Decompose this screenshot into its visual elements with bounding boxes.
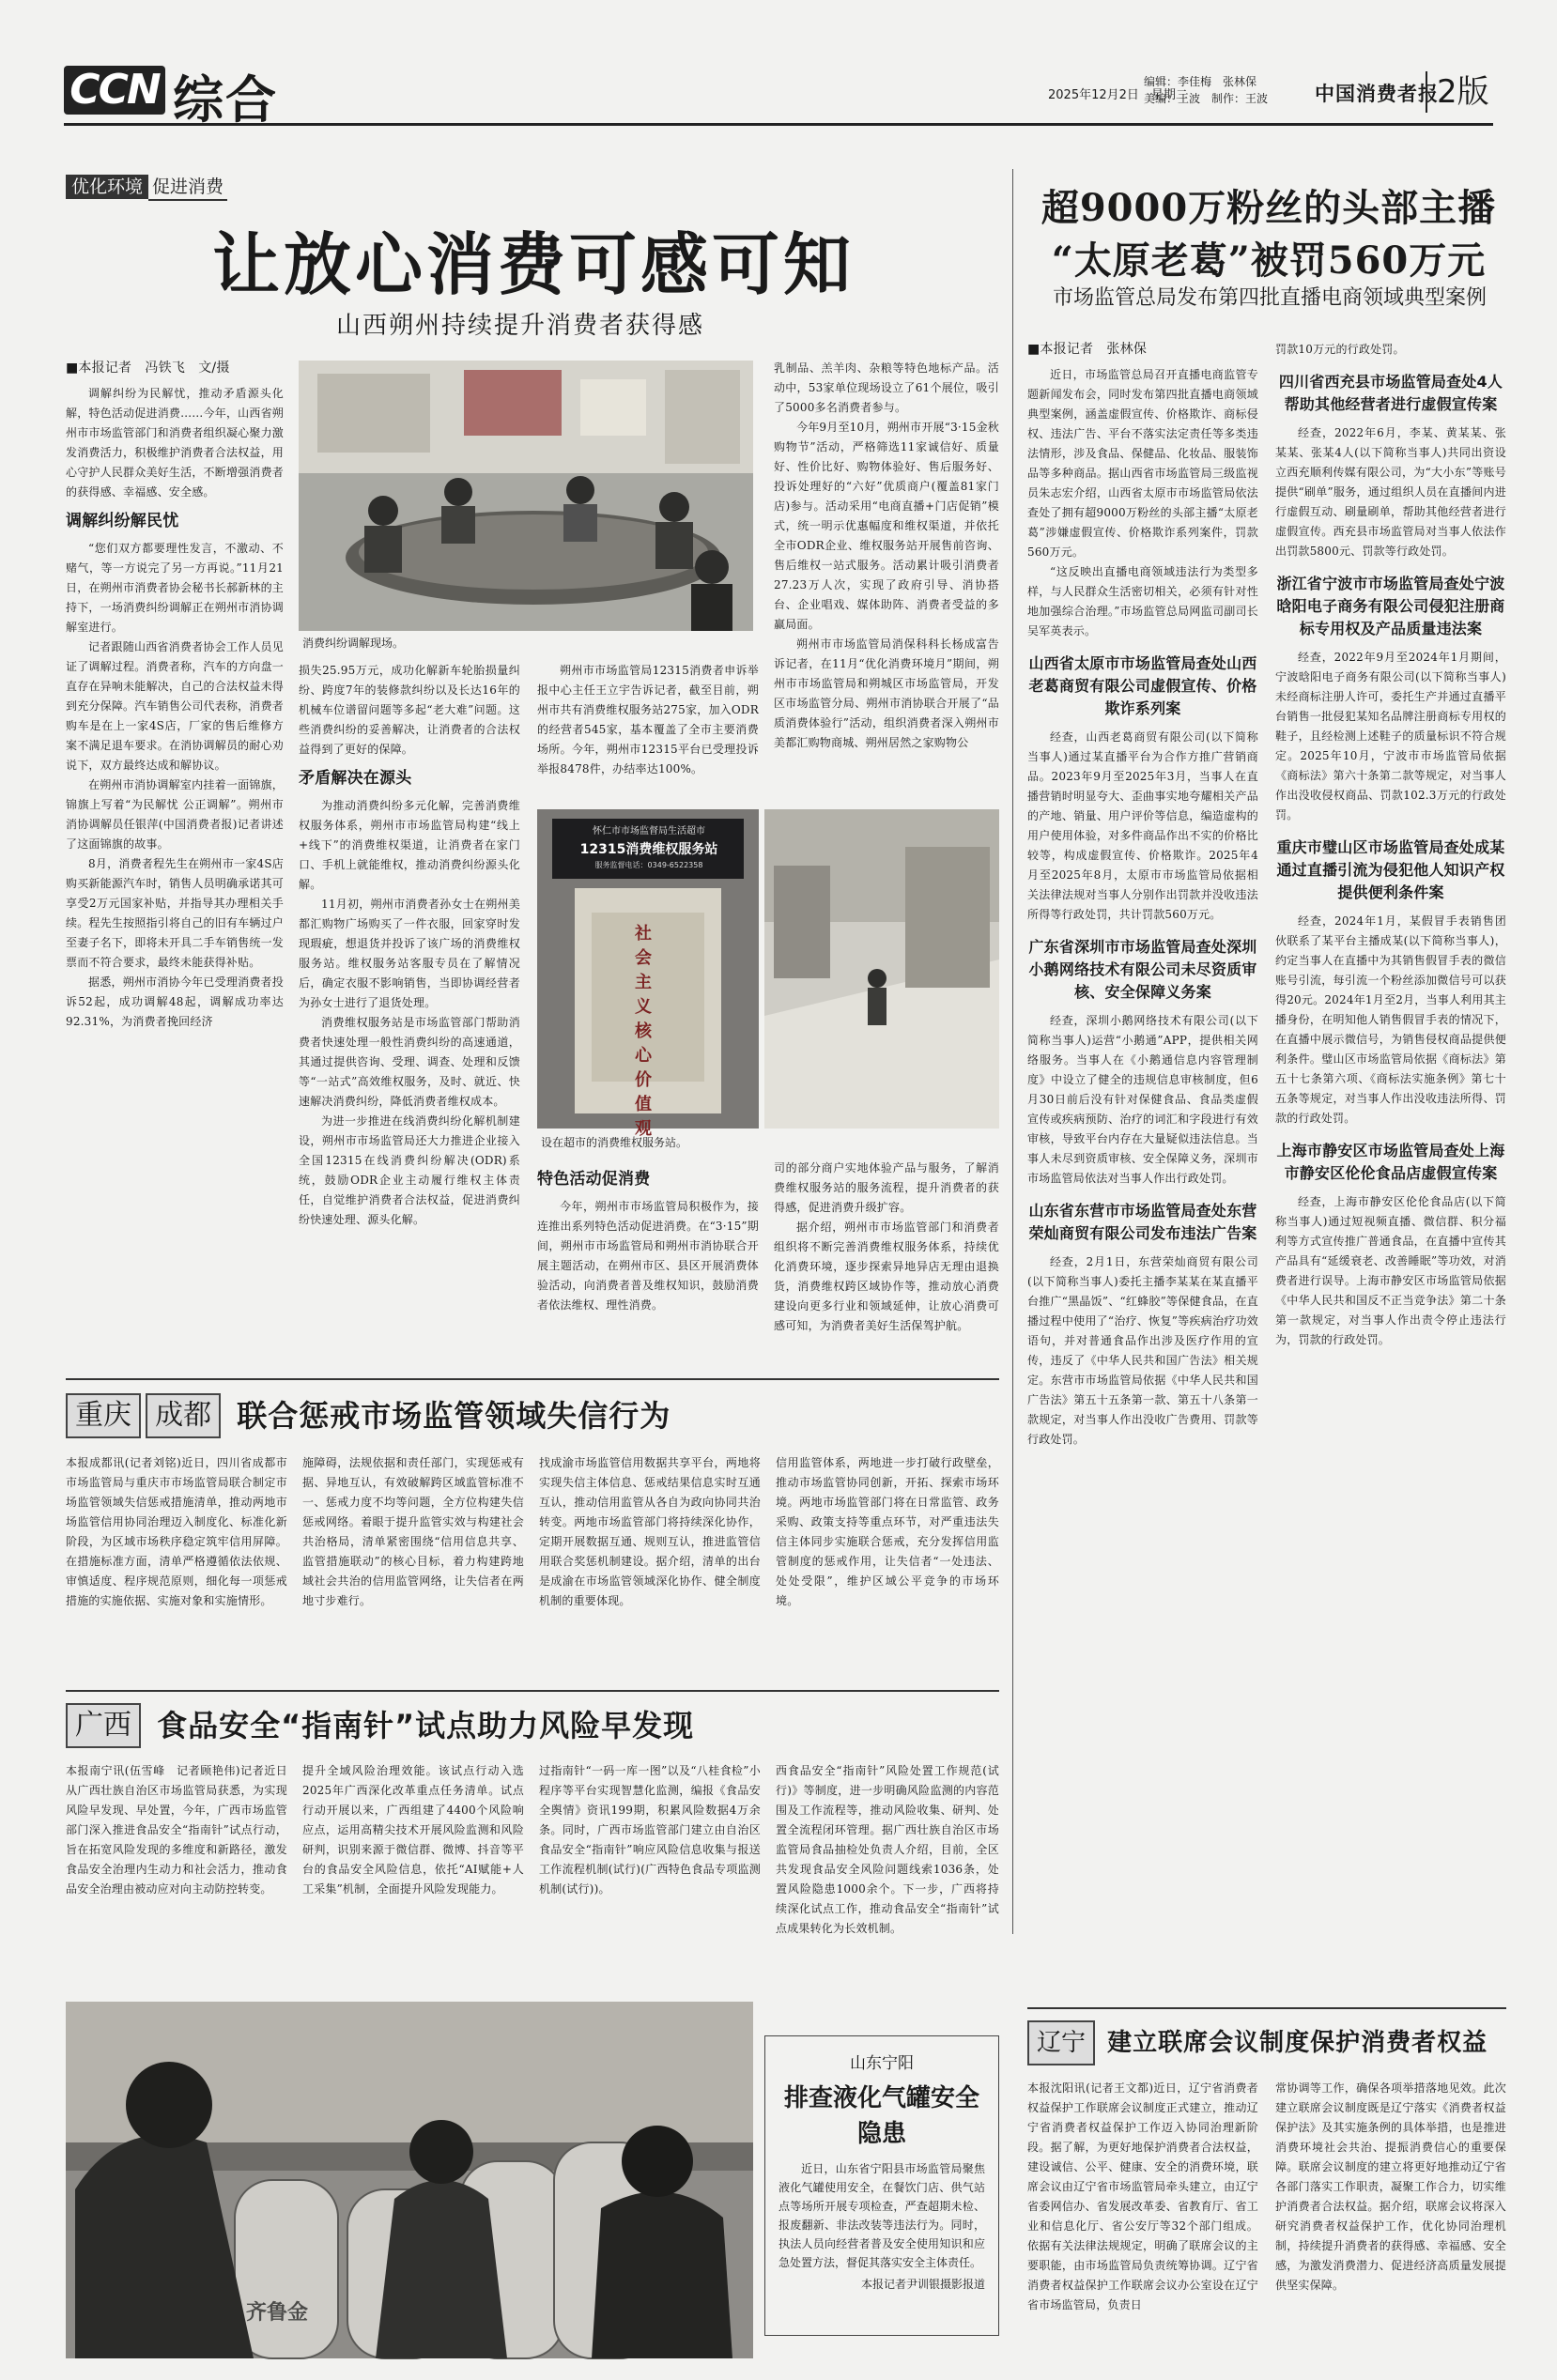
issue-date: 2025年12月2日 星期二 bbox=[1048, 88, 1188, 102]
case-text: 经查，2022年6月，李某、黄某某、张某某、张某4人(以下简称当事人)共同出资设立西充顺利传媒有限公司，为“大小东”等账号提供“刷单”服务，通过组织人员在直播间内进行虚假互动、刷量刷单，帮助其他经营者进行虚假宣传。西充县市场监管局对当事人依法作出罚款5800元、罚款等行政处罚。 bbox=[1275, 426, 1506, 558]
feature-paragraph: 记者跟随山西省消费者协会工作人员见证了调解过程。消费者称，汽车的方向盘一直存在异响未能解决，自己的合法权益未得到充分保障。汽车销售公司代表称，消费者购车是在上一家4S店，厂家的售后维修方案不满足退车要求。在消协调解员的耐心劝说下，双方最终达成和解协议。 bbox=[66, 640, 284, 772]
feature-column-3-bottom bbox=[537, 1160, 759, 1315]
right-story-lead: 近日，市场监管总局召开直播电商监管专题新闻发布会，同时发布第四批直播电商领域典型案例，涵盖虚假宣传、价格欺诈、商标侵权、违法广告、平台不落实法定责任等多类违法情形，涉及食品、保健品、化妆品、服装饰品等多种商品。据山西省市场监管局三级监视员朱志宏介绍，山西省太原市市场监管局依法查处了拥有超9000万粉丝的头部主播“太原老葛”涉嫌虚假宣传、价格欺诈系列案件，罚款560万元。 bbox=[1027, 368, 1258, 559]
paper-name: 中国消费者报 bbox=[1315, 82, 1439, 105]
region-tag-chongqing: 重庆 bbox=[66, 1393, 141, 1438]
feature-subheadline: 山西朔州持续提升消费者获得感 bbox=[336, 312, 705, 340]
chongqing-column-1: 本报成都讯(记者刘铭)近日，四川省成都市市场监管局与重庆市市场监管局联合制定市场监管领域失信惩戒措施清单，推动两地市场监管信用协同治理迈入制度化、标准化新阶段，为区域市场秩序稳定筑牢信用屏障。在措施标准方面，清单严格遵循依法依规、审慎适度、程序规范原则，细化每一项惩戒措施的实施依据、实施对象和实施情形。 bbox=[66, 1456, 287, 1607]
feature-paragraph: 11月初，朔州市消费者孙女士在朔州美都汇购物广场购买了一件衣服，回家穿时发现瑕疵，想退货并投诉了该广场的消费维权服务站。维权服务站客服专员在了解情况后，确定衣服不影响销售，当即协调经营者为孙女士进行了退货处理。 bbox=[299, 898, 520, 1009]
feature-paragraph: 消费维权服务站是市场监管部门帮助消费者快速处理一般性消费纠纷的高速通道，其通过提供咨询、受理、调查、处理和反馈等“一站式”高效维权服务，及时、就近、快速解决消费纠纷，降低消费者维权成本。 bbox=[299, 1016, 520, 1108]
gas-cylinder-photo bbox=[66, 2002, 753, 2358]
guangxi-column-1: 本报南宁讯(伍雪峰 记者顾艳伟)记者近日从广西壮族自治区市场监管局获悉，为实现风险早发现、早处置，今年，广西市场监管部门深入推进食品安全“指南针”试点行动，旨在拓宽风险发现的多维度和新路径，激发食品安全治理内生动力和社会活力，推动食品安全治理由被动应对向主动防控转变。 bbox=[66, 1764, 287, 1896]
feature-column-2 bbox=[299, 661, 520, 1230]
feature-paragraph: 为进一步推进在线消费纠纷化解机制建设，朔州市市场监管局还大力推进企业接入全国12315在线消费纠纷解决(ODR)系统，鼓励ODR企业主动履行维权主体责任，自觉维护消费者合法权益，促进消费纠纷快速处理、源头化解。 bbox=[299, 1114, 520, 1226]
edition-number: 2版 bbox=[1426, 71, 1489, 113]
feature-subhead-3: 特色活动促消费 bbox=[537, 1170, 651, 1189]
case-text: 经查，深圳小鹅网络技术有限公司(以下简称当事人)运营“小鹅通”APP，提供相关网络服务。当事人在《小鹅通信息内容管理制度》中设立了健全的违规信息审核制度，但6月30日前后没有针对保健食品、食品类虚假宣传或疾病预防、治疗的词汇和字段进行有效审核，导致平台内存在大量疑似违法信息。当事人未尽到资质审核、安全保障义务，深圳市市场监管局依法对当事人作出行政处罚。 bbox=[1027, 1014, 1258, 1185]
feature-paragraph: 今年，朔州市市场监管局积极作为，接连推出系列特色活动促进消费。在“3·15”期间，朔州市市场监管局和朔州市消协联合开展主题活动，在朔州市区、县区开展消费体验活动，向消费者普及维权知识，鼓励消费者依法维权、理性消费。 bbox=[537, 1200, 759, 1312]
case-headline: 浙江省宁波市市场监管局查处宁波晗阳电子商务有限公司侵犯注册商标专用权及产品质量违法案 bbox=[1276, 575, 1505, 637]
section-rule bbox=[1027, 2007, 1506, 2009]
right-story-column-2 bbox=[1275, 340, 1506, 1350]
case-headline: 上海市静安区市场监管局查处上海市静安区伦伦食品店虚假宣传案 bbox=[1276, 1142, 1505, 1182]
sign-main-text: 12315消费维权服务站 bbox=[579, 842, 718, 857]
chongqing-column-3: 找成渝市场监管信用数据共享平台，两地将实现失信主体信息、惩戒结果信息实时互通互认，推动信用监管从各自为政向协同共治转变。两地市场监管部门将持续深化协作，定期开展数据互通、规则互认，推进监管信用联合奖惩机制建设。据介绍，清单的出台是成渝在市场监管领域深化协作、健全制度机制的重要体现。 bbox=[539, 1456, 761, 1607]
case-headline: 山东省东营市市场监管局查处东营荣灿商贸有限公司发布违法广告案 bbox=[1028, 1202, 1257, 1242]
chongqing-column-4: 信用监管体系，两地进一步打破行政壁垒，推动市场监管协同创新，开拓、探索市场环境。两地市场监管部门将在日常监管、政务采购、政策支持等重点环节，对严重违法失信主体同步实施联合惩戒，充分发挥信用监管制度的惩戒作用，让失信者“一处违法、处处受限”，维护区域公平竞争的市场环境。 bbox=[776, 1456, 999, 1607]
guangxi-column-4: 西食品安全“指南针”风险处置工作规范(试行)》等制度，进一步明确风险监测的内容范围及工作流程等，推动风险收集、研判、处置全流程闭环管理。据广西壮族自治区市场监管局食品抽检处负责人介绍，目前，全区共发现食品安全风险问题线索1036条，处置风险隐患1000余个。下一步，广西将持续深化试点工作，推动食品安全“指南针”试点成果转化为长效机制。 bbox=[776, 1764, 999, 1935]
region-tag-guangxi: 广西 bbox=[66, 1703, 141, 1748]
supermarket-photo bbox=[764, 809, 999, 1129]
feature-paragraph: 今年9月至10月，朔州市开展“3·15金秋购物节”活动，严格筛选11家诚信好、质量好、性价比好、购物体验好、售后服务好、投诉处理好的“六好”优质商户(覆盖81家门店)参与。活动采用“电商直播+门店促销”模式，统一明示优惠幅度和维权渠道，并依托全市ODR企业、维权服务站开展售前咨询、售后维权一站式服务。活动累计吸引消费者27.23万人次，实现了政府引导、消协搭台、企业唱戏、媒体助阵、消费者受益的多赢局面。 bbox=[774, 421, 999, 631]
liaoning-title: 建立联席会议制度保护消费者权益 bbox=[1107, 2029, 1488, 2057]
chongqing-title: 联合惩戒市场监管领域失信行为 bbox=[237, 1398, 671, 1434]
feature-paragraph: 8月，消费者程先生在朔州市一家4S店购买新能源汽车时，销售人员明确承诺其可享受2万元国家补贴，并指导其办理相关手续。程先生按照指引将自己的旧有车辆过户至妻子名下，即将未开具二手车销售统一发票而不符合要求，最终未能获得补贴。 bbox=[66, 857, 284, 969]
guangxi-column-3: 过指南针“一码一库一图”以及“八桂食检”小程序等平台实现智慧化监测，编报《食品安全舆情》资讯199期，积累风险数据4万余条。同时，广西市场监管部门建立由自治区食品安全“指南针”响应风险信息收集与报送工作流程机制(试行)(广西特色食品专项监测机制(试行))。 bbox=[539, 1764, 761, 1896]
case-text: 经查，2022年9月至2024年1月期间，宁波晗阳电子商务有限公司(以下简称当事人)未经商标注册人许可，委托生产并通过直播平台销售一批侵犯某知名品牌注册商标专用权的鞋子，且经检测上述鞋子的质量标识不符合规定。2025年10月，宁波市市场监管局依据《商标法》第六十条第二款等规定，对当事人作出没收侵权商品、罚款102.3万元的行政处罚。 bbox=[1275, 651, 1506, 821]
feature-lead: 调解纠纷为民解忧，推动矛盾源头化解，特色活动促进消费……今年，山西省朔州市市场监管部门和消费者组织凝心聚力激发消费活力，积极维护消费者合法权益，用心守护人民群众美好生活，不断增强消费者的获得感、幸福感、安全感。 bbox=[66, 387, 284, 499]
feature-paragraph: 司的部分商户实地体验产品与服务，了解消费维权服务站的服务流程，提升消费者的获得感，促进消费升级扩容。 bbox=[774, 1161, 999, 1214]
feature-column-1 bbox=[66, 359, 284, 1032]
chongqing-column-2: 施障碍，法规依据和责任部门，实现惩戒有据、异地互认，有效破解跨区域监管标准不一、惩戒力度不均等问题，全方位构建失信惩戒网络。着眼于提升监管实效与构建社会共治格局，清单紧密围绕“信用信息共享、监管措施联动”的核心目标，着力构建跨地域社会共治的信用监管网络，让失信者在两地寸步难行。 bbox=[302, 1456, 524, 1607]
region-tag-chengdu: 成都 bbox=[146, 1393, 221, 1438]
feature-paragraph: 据介绍，朔州市市场监管部门和消费者组织将不断完善消费维权服务体系，持续优化消费环境，逐步探索异地异店无理由退换货，消费维权跨区域协作等，推动放心消费建设向更多行业和领域延伸，让放心消费可感可知，为消费者美好生活保驾护航。 bbox=[774, 1221, 999, 1332]
right-story-column-1 bbox=[1027, 340, 1258, 1450]
liaoning-column-2: 常协调等工作，确保各项举措落地见效。此次建立联席会议制度既是辽宁落实《消费者权益保护法》及其实施条例的具体举措，也是推进消费环境社会共治、提振消费信心的重要保障。联席会议制度的建立将更好地推动辽宁省各部门落实工作职责，凝聚工作合力，切实维护消费者合法权益。据介绍，联席会议将深入研究消费者权益保护工作，优化协同治理机制，持续提升消费者的获得感、幸福感、安全感，为激发消费潜力、促进经济高质量发展提供坚实保障。 bbox=[1275, 2081, 1506, 2292]
cylinder-label: 齐鲁金 bbox=[246, 2301, 309, 2325]
gas-cylinder-photo-illustration bbox=[66, 2002, 753, 2358]
feature-column-5 bbox=[774, 1159, 999, 1336]
sign-phone-text: 服务监督电话：0349-6522358 bbox=[594, 861, 703, 869]
feature-paragraph: 损失25.95万元，成功化解新车轮胎损量纠纷、跨度7年的装修款纠纷以及长达16年的机械车位谱留问题等多起“老大难”问题。这些消费纠纷的妥善解决，让消费者的合法权益得到了更好的保障。 bbox=[299, 664, 520, 756]
supermarket-photo-illustration bbox=[764, 809, 999, 1129]
gas-title: 排查液化气罐安全隐患 bbox=[783, 2084, 979, 2148]
case-headline: 重庆市璧山区市场监管局查处成某通过直播引流为侵犯他人知识产权提供便利条件案 bbox=[1276, 838, 1505, 901]
gas-text: 近日，山东省宁阳县市场监管局聚焦液化气罐使用安全，在餐饮门店、供气站点等场所开展专项检查，严查超期未检、报废翻新、非法改装等违法行为。同时，执法人员向经营者普及安全使用知识和应急处置方法，督促其落实安全主体责任。 bbox=[778, 2162, 985, 2269]
feature-column-3 bbox=[537, 661, 759, 779]
right-headline-line-1: 超9000万粉丝的头部主播 bbox=[1041, 186, 1497, 230]
editor-credits bbox=[1144, 73, 1268, 107]
paper-logo: CCN bbox=[64, 66, 165, 115]
guangxi-headline bbox=[66, 1703, 694, 1752]
section-name: 综合 bbox=[173, 70, 278, 130]
feature-subhead-2: 矛盾解决在源头 bbox=[299, 769, 412, 788]
feature-kicker bbox=[66, 173, 227, 198]
liaoning-headline bbox=[1027, 2020, 1488, 2069]
case-headline: 四川省西充县市场监管局查处4人帮助其他经营者进行虚假宣传案 bbox=[1278, 373, 1503, 413]
right-headline-line-2: “太原老葛”被罚560万元 bbox=[1051, 238, 1487, 283]
feature-paragraph: 朔州市市场监管局消保科科长杨成富告诉记者，在11月“优化消费环境月”期间，朔州市市场监管局和朔城区市场监管局，开发区市场监管分局、朔州市消协联合开展了“品质消费体验行”活动，组织消费者深入朔州市美都汇购物商城、朔州居然之家购物公 bbox=[774, 637, 999, 749]
feature-paragraph: 为推动消费纠纷多元化解，完善消费维权服务体系，朔州市市场监管局构建“线上+线下”的消费维权渠道，让消费者在家门口、手机上就能维权，推动消费纠纷源头化解。 bbox=[299, 799, 520, 891]
guangxi-column-2: 提升全域风险治理效能。该试点行动入选2025年广西深化改革重点任务清单。试点行动开展以来，广西组建了4400个风险响应点，运用高精尖技术开展风险监测和风险研判，识别来源于微信群、微博、抖音等平台的食品安全风险信息，依托“AI赋能+人工采集”机制，全面提升风险发现能力。 bbox=[302, 1764, 524, 1896]
chongqing-headline bbox=[66, 1393, 671, 1442]
feature-paragraph: 朔州市市场监管局12315消费者申诉举报中心主任王立宇告诉记者，截至目前，朔州市共有消费维权服务站275家，加入ODR的经营者545家，基本覆盖了全市主要消费场所。今年，朔州市12315平台已受理投诉举报8478件，办结率达100%。 bbox=[537, 664, 759, 775]
section-rule bbox=[66, 1378, 999, 1380]
right-story-subheadline: 市场监管总局发布第四批直播电商领域典型案例 bbox=[1052, 286, 1487, 310]
right-story-headline bbox=[1031, 182, 1506, 287]
case-text: 经查，山西老葛商贸有限公司(以下简称当事人)通过某直播平台为合作方推广营销商品。2023年9月至2025年3月，当事人在直播营销时明显夸大、歪曲事实地夸耀相关产品的产地、销量、用户评价等信息，编造虚构的用户使用体验，对多件商品作出不实的价格比较等，构成虚假宣传、价格欺诈。2025年4月至2025年8月，太原市市场监管局依据相关法律法规对当事人分别作出罚款并没收违法所得等行政处罚，共计罚款560万元。 bbox=[1027, 730, 1258, 921]
feature-paragraph: “您们双方都要理性发言，不激动、不赌气，等一方说完了另一方再说。”11月21日，在朔州市消费者协会秘书长郝新林的主持下，一场消费纠纷调解正在朔州市消协调解室进行。 bbox=[66, 542, 284, 634]
poster-text: 社会主义核心价值观 bbox=[635, 924, 652, 1139]
column-divider bbox=[1012, 169, 1013, 1934]
feature-paragraph: 据悉，朔州市消协今年已受理消费者投诉52起，成功调解48起，调解成功率达92.31%，为消费者挽回经济 bbox=[66, 975, 284, 1028]
mediation-photo bbox=[299, 361, 753, 631]
mediation-photo-caption: 消费纠纷调解现场。 bbox=[302, 637, 405, 650]
case-text: 经查，2月1日，东营荣灿商贸有限公司(以下简称当事人)委托主播李某某在某直播平台推广“黑晶饭”、“红蜂胶”等保健食品，在直播过程中使用了“治疗、恢复”等疾病治疗功效语句，并对普通食品作出涉及医疗作用的宣传，违反了《中华人民共和国广告法》相关规定。东营市市场监管局依据《中华人民共和国广告法》第五十五条第一款、第五十八条第一款规定，对当事人作出没收广告费用、罚款等行政处罚。 bbox=[1027, 1255, 1258, 1446]
masthead bbox=[64, 58, 1493, 130]
gas-photo-credit: 本报记者尹训银摄影报道 bbox=[860, 2278, 985, 2291]
feature-headline: 让放心消费可感可知 bbox=[212, 225, 856, 304]
feature-byline: ■本报记者 冯铁飞 文/摄 bbox=[66, 361, 230, 376]
case-text: 经查，上海市静安区伦伦食品店(以下简称当事人)通过短视频直播、微信群、积分福利等方式宣传推广普通食品，在直播中宣传其产品具有“延缓衰老、改善睡眠”等功效，对消费者进行误导。上海市静安区市场监管局依据《中华人民共和国反不正当竞争法》第二十条第一款规定，对当事人作出责令停止违法行为，罚款的行政处罚。 bbox=[1275, 1195, 1506, 1346]
editor-line-2: 美编：王波 制作：王波 bbox=[1144, 92, 1269, 105]
feature-kicker-2: 促进消费 bbox=[148, 175, 227, 201]
gas-kicker: 山东宁阳 bbox=[850, 2054, 914, 2073]
mediation-photo-illustration bbox=[299, 361, 753, 631]
region-tag-liaoning: 辽宁 bbox=[1027, 2020, 1095, 2065]
editor-line-1: 编辑：李佳梅 张林保 bbox=[1144, 75, 1257, 88]
section-rule bbox=[66, 1690, 999, 1692]
right-story-paragraph: “这反映出直播电商领域违法行为类型多样，与人民群众生活密切相关，必须有针对性地加强综合治理。”市场监管总局网监司副司长吴军英表示。 bbox=[1027, 565, 1258, 637]
case-headline: 山西省太原市市场监管局查处山西老葛商贸有限公司虚假宣传、价格欺诈系列案 bbox=[1028, 654, 1257, 717]
sign-top-text: 怀仁市市场监督局生活超市 bbox=[593, 826, 705, 837]
feature-column-4 bbox=[774, 359, 999, 753]
feature-kicker-1: 优化环境 bbox=[66, 175, 148, 199]
service-station-photo bbox=[537, 809, 759, 1139]
right-story-byline: ■本报记者 张林保 bbox=[1027, 342, 1148, 357]
feature-paragraph: 乳制品、羔羊肉、杂粮等特色地标产品。活动中，53家单位现场设立了61个展位，吸引了5000多名消费者参与。 bbox=[774, 361, 999, 414]
liaoning-column-1: 本报沈阳讯(记者王文都)近日，辽宁省消费者权益保护工作联席会议制度正式建立，推动辽宁省消费者权益保护工作迈入协同治理新阶段。据了解，为更好地保护消费者合法权益，建设诚信、公平、健康、安全的消费环境，联席会议由辽宁省市场监管局牵头建立，由辽宁省委网信办、省发展改革委、省教育厅、省工业和信息化厅、省公安厅等32个部门组成。依据有关法律法规规定，明确了联席会议的主要职能，由市场监管局负责统筹协调。辽宁省消费者权益保护工作联席会议办公室设在辽宁省市场监管局，负责日 bbox=[1027, 2081, 1258, 2311]
service-station-photo-caption: 设在超市的消费维权服务站。 bbox=[541, 1136, 688, 1149]
right-story-paragraph: 罚款10万元的行政处罚。 bbox=[1275, 343, 1405, 356]
gas-safety-sidebar bbox=[764, 2035, 999, 2336]
feature-paragraph: 在朔州市消协调解室内挂着一面锦旗，锦旗上写着“为民解忧 公正调解”。朔州市消协调解员任银萍(中国消费者报)记者讲述了这面锦旗的故事。 bbox=[66, 778, 284, 851]
feature-subhead-1: 调解纠纷解民忧 bbox=[66, 512, 179, 530]
guangxi-title: 食品安全“指南针”试点助力风险早发现 bbox=[157, 1708, 695, 1743]
case-text: 经查，2024年1月，某假冒手表销售团伙联系了某平台主播成某(以下简称当事人)，约定当事人在直播中为其销售假冒手表的微信账号引流，每引流一个粉丝添加微信号可以获得20元。2024年1月至2月，当事人利用其主播身份，在明知他人销售假冒手表的情况下，在直播中展示微信号，为销售侵权商品提供便利条件。璧山区市场监管局依据《商标法》第五十七条第六项、《商标法实施条例》第七十五条等规定，对当事人作出没收违法所得、罚款的行政处罚。 bbox=[1275, 914, 1506, 1125]
case-headline: 广东省深圳市市场监管局查处深圳小鹅网络技术有限公司未尽资质审核、安全保障义务案 bbox=[1028, 938, 1257, 1001]
